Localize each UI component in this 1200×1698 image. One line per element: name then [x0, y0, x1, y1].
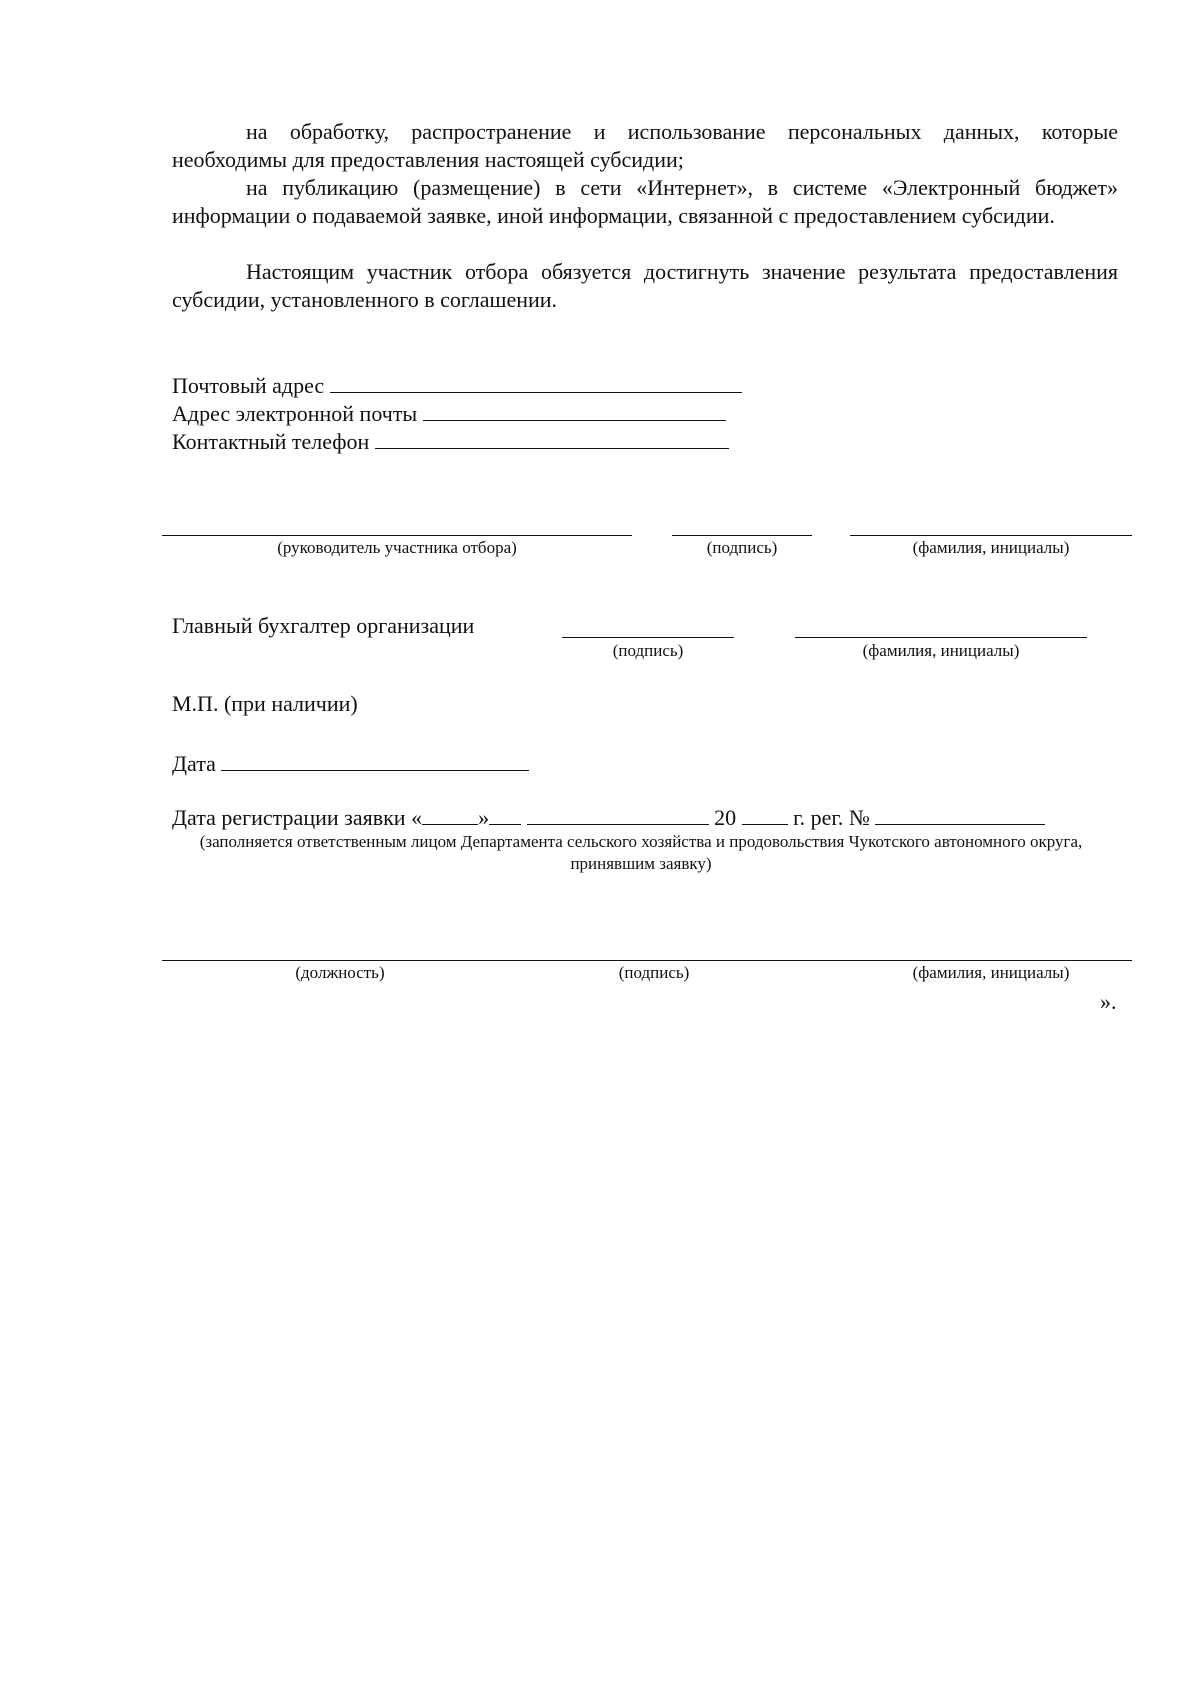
accountant-signature-caption: (подпись) [612, 641, 684, 660]
official-position-caption: (должность) [295, 963, 385, 982]
registration-month-field[interactable] [527, 802, 709, 825]
phone-row [172, 426, 729, 456]
registration-day-field[interactable] [422, 802, 478, 825]
postal-address-label: Почтовый адрес [172, 373, 325, 398]
email-row [172, 398, 726, 428]
phone-field[interactable] [375, 426, 729, 449]
date-row [172, 748, 529, 778]
head-name-caption: (фамилия, инициалы) [912, 538, 1070, 557]
accountant-name-caption: (фамилия, инициалы) [862, 641, 1020, 660]
consent-paragraph-1: на обработку, распространение и использование персональных данных, которые необходимы для предоставления настоящей субсидии; [172, 119, 1118, 172]
registration-year-prefix: 20 [714, 805, 737, 830]
head-name-line[interactable] [850, 535, 1132, 536]
registration-number-field[interactable] [875, 802, 1045, 825]
registration-note: (заполняется ответственным лицом Департамента сельского хозяйства и продовольствия Чукотского автономного округа, принявшим заявку) [199, 832, 1083, 873]
obligation-paragraph: Настоящим участник отбора обязуется достигнуть значение результата предоставления субсидии, установленного в соглашении. [172, 259, 1118, 312]
closing-quote-mark: ». [1100, 989, 1117, 1014]
official-signature-caption: (подпись) [618, 963, 690, 982]
official-name-caption: (фамилия, инициалы) [912, 963, 1070, 982]
registration-number-label: г. рег. № [793, 805, 870, 830]
accountant-signature-line[interactable] [562, 637, 734, 638]
date-label: Дата [172, 751, 216, 776]
head-signature-line[interactable] [672, 535, 812, 536]
registration-quote-close: » [478, 805, 490, 830]
postal-address-row [172, 370, 742, 400]
accountant-label: Главный бухгалтер организации [172, 613, 475, 638]
consent-paragraph-2: на публикацию (размещение) в сети «Интернет», в системе «Электронный бюджет» информации о подаваемой заявке, иной информации, связанной с предоставлением субсидии. [172, 175, 1118, 228]
head-position-caption: (руководитель участника отбора) [277, 538, 517, 557]
email-label: Адрес электронной почты [172, 401, 418, 426]
postal-address-field[interactable] [330, 370, 742, 393]
accountant-name-line[interactable] [795, 637, 1087, 638]
head-signature-caption: (подпись) [706, 538, 778, 557]
registration-label: Дата регистрации заявки « [172, 805, 423, 830]
registration-gap-field[interactable] [489, 802, 521, 825]
official-signature-line[interactable] [162, 960, 1132, 961]
head-position-line[interactable] [162, 535, 632, 536]
registration-row [172, 802, 1045, 832]
phone-label: Контактный телефон [172, 429, 370, 454]
date-field[interactable] [221, 748, 529, 771]
registration-year-field[interactable] [742, 802, 788, 825]
email-field[interactable] [423, 398, 726, 421]
stamp-placeholder: М.П. (при наличии) [172, 691, 358, 716]
